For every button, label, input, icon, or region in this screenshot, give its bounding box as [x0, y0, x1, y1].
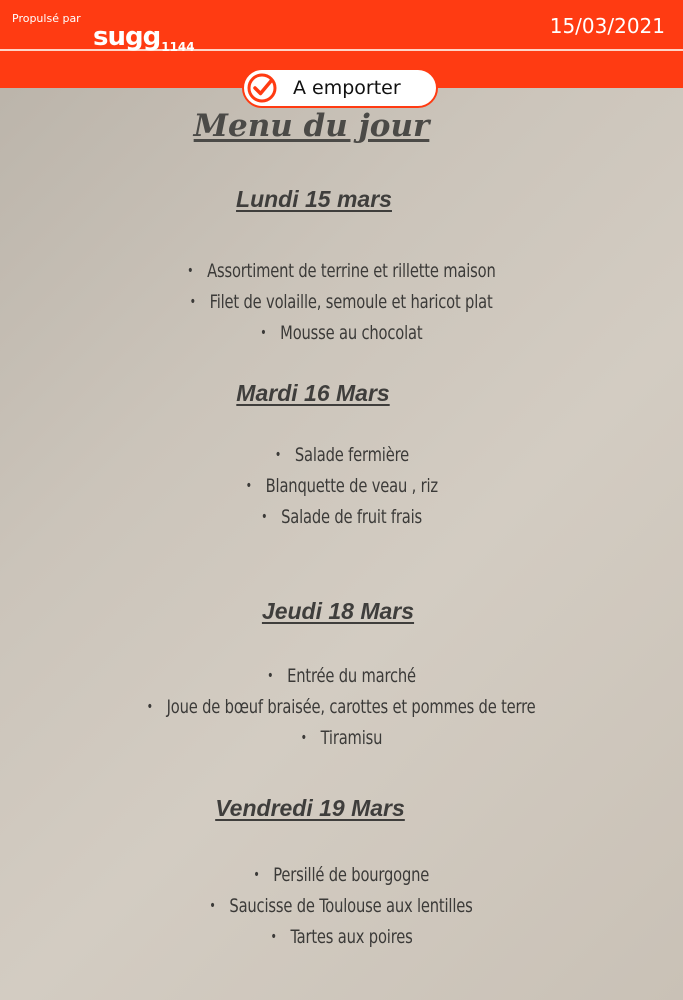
bullet-icon: • — [190, 294, 197, 310]
day-items — [0, 661, 683, 754]
logo-text: sugg — [93, 22, 161, 52]
day-heading: Lundi 15 mars — [236, 186, 392, 212]
list-item: • Saucisse de Toulouse aux lentilles — [209, 895, 474, 917]
bullet-icon: • — [274, 447, 281, 463]
list-item: • Persillé de bourgogne — [253, 864, 430, 886]
day-items — [0, 256, 683, 349]
day-items — [0, 860, 683, 953]
bullet-icon: • — [261, 509, 268, 525]
day-heading: Vendredi 19 Mars — [215, 795, 405, 821]
list-item: • Tartes aux poires — [270, 926, 413, 948]
post-date: 15/03/2021 — [549, 14, 665, 38]
bullet-icon: • — [260, 325, 267, 341]
list-item: • Joue de bœuf braisée, carottes et pommes de terre — [147, 696, 536, 718]
takeaway-label: A emporter — [293, 77, 401, 99]
day-heading: Mardi 16 Mars — [236, 380, 390, 406]
bullet-icon: • — [209, 898, 217, 914]
powered-by-label: Propulsé par — [12, 12, 81, 25]
list-item: • Assortiment de terrine et rillette maison — [187, 260, 496, 282]
list-item: • Filet de volaille, semoule et haricot plat — [190, 291, 493, 313]
bullet-icon: • — [267, 668, 274, 684]
bullet-icon: • — [245, 478, 252, 494]
list-item: • Blanquette de veau , riz — [245, 475, 438, 497]
brand-logo[interactable] — [93, 22, 195, 54]
logo-number: 1144 — [161, 40, 195, 54]
day-heading: Jeudi 18 Mars — [261, 598, 415, 624]
bullet-icon: • — [270, 929, 277, 945]
list-item: • Tiramisu — [300, 727, 383, 749]
bullet-icon: • — [253, 867, 260, 883]
list-item: • Salade fermière — [274, 444, 409, 466]
bullet-icon: • — [300, 730, 307, 746]
list-item: • Mousse au chocolat — [260, 322, 423, 344]
day-items — [0, 440, 683, 533]
takeaway-badge — [242, 68, 438, 108]
bullet-icon: • — [147, 699, 154, 715]
menu-title: Menu du jour — [193, 108, 430, 144]
list-item: • Entrée du marché — [267, 665, 416, 687]
list-item: • Salade de fruit frais — [261, 506, 422, 528]
bullet-icon: • — [187, 263, 194, 279]
check-icon — [246, 72, 278, 104]
